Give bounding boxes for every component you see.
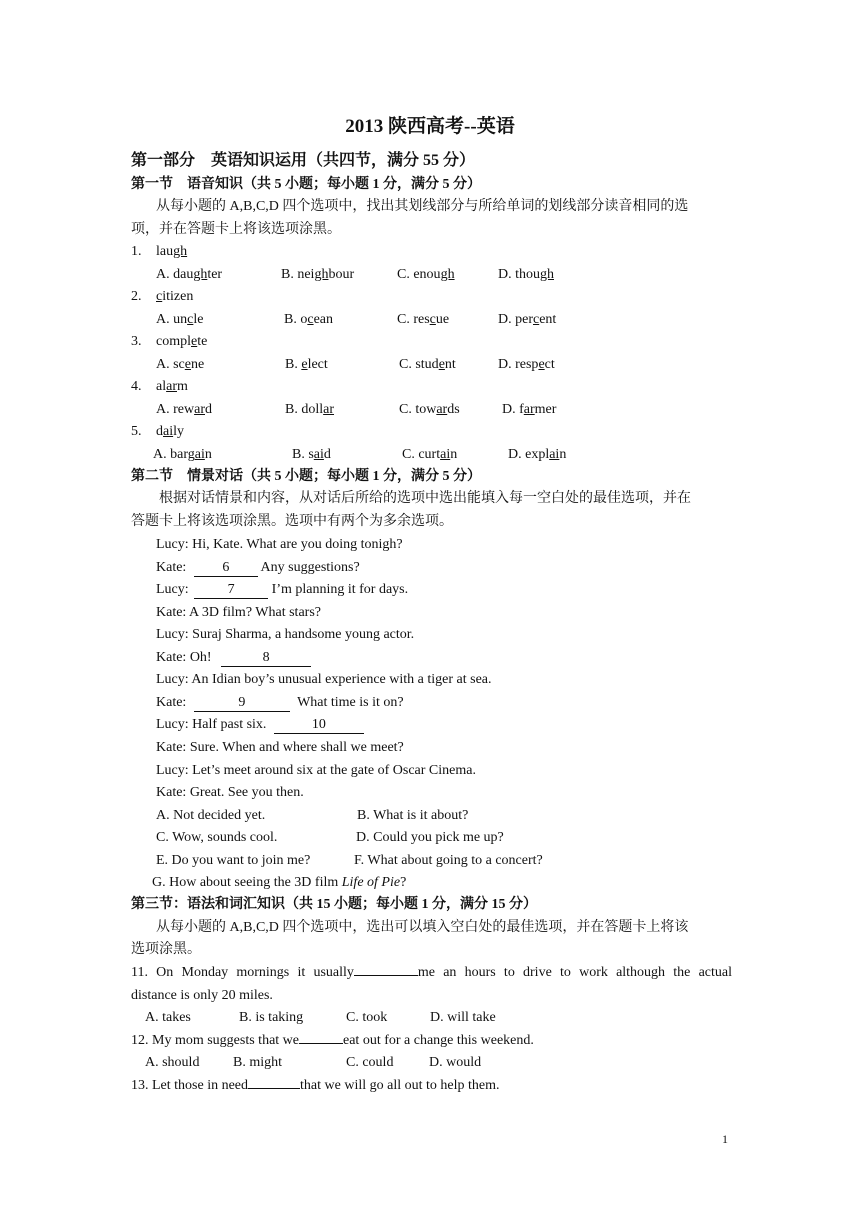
section3-heading: 第三节：语法和词汇知识（共 15 小题；每小题 1 分，满分 15 分） xyxy=(131,897,537,912)
dialogue-option-c: C. Wow, sounds cool. xyxy=(156,830,278,845)
q12-option-a: A. should xyxy=(145,1055,200,1070)
section2-instruction-line2: 答题卡上将该选项涂黑。选项中有两个为多余选项。 xyxy=(131,514,453,529)
section2-heading: 第二节 情景对话（共 5 小题；每小题 1 分，满分 5 分） xyxy=(131,469,481,484)
blank-6: 6 xyxy=(194,560,258,577)
q2-option-d: D. percent xyxy=(498,312,557,327)
dialogue-option-e: E. Do you want to join me? xyxy=(156,853,311,868)
blank-11 xyxy=(354,975,418,976)
page-number: 1 xyxy=(722,1132,728,1146)
q11-option-b: B. is taking xyxy=(239,1010,304,1025)
q4-option-b: B. dollar xyxy=(285,402,335,417)
q5-option-b: B. said xyxy=(292,447,331,462)
question-2-num: 2. xyxy=(131,289,142,304)
section3-instruction-line1: 从每小题的 A,B,C,D 四个选项中，选出可以填入空白处的最佳选项，并在答题卡上将该 xyxy=(156,920,689,935)
question-5-word: daily xyxy=(156,424,184,439)
q4-option-a: A. reward xyxy=(156,402,212,417)
q11-option-c: C. took xyxy=(346,1010,388,1025)
q12-option-b: B. might xyxy=(233,1055,283,1070)
blank-12 xyxy=(299,1043,343,1044)
dialogue-option-b: B. What is it about? xyxy=(357,808,469,823)
q1-option-d: D. though xyxy=(498,267,554,282)
question-1-word: laugh xyxy=(156,244,188,259)
dialogue-line-6: Kate: Oh! 8 xyxy=(156,649,311,667)
question-1-num: 1. xyxy=(131,244,142,259)
dialogue-line-5: Lucy: Suraj Sharma, a handsome young actor. xyxy=(156,627,415,642)
question-4-word: alarm xyxy=(156,379,188,394)
dialogue-line-8: Kate: 9 What time is it on? xyxy=(156,695,404,710)
q11-option-d: D. will take xyxy=(430,1010,496,1025)
blank-7: 7 xyxy=(194,582,268,599)
blank-9: 9 xyxy=(194,695,290,712)
question-12: 12. My mom suggests that we eat out for a change this weekend. xyxy=(131,1033,534,1048)
question-3-num: 3. xyxy=(131,334,142,349)
blank-10: 10 xyxy=(274,717,364,734)
section2-instruction-line1: 根据对话情景和内容，从对话后所给的选项中选出能填入每一空白处的最佳选项，并在 xyxy=(159,491,691,506)
q5-option-a: A. bargain xyxy=(153,447,212,462)
q12-option-d: D. would xyxy=(429,1055,482,1070)
q3-option-c: C. student xyxy=(399,357,456,372)
dialogue-line-9: Lucy: Half past six. 10 xyxy=(156,716,364,734)
q11-option-a: A. takes xyxy=(145,1010,191,1025)
question-11-line1: 11. On Monday mornings it usually me an hours to drive to work although the actual xyxy=(131,965,732,980)
question-4-num: 4. xyxy=(131,379,142,394)
dialogue-option-f: F. What about going to a concert? xyxy=(354,853,543,868)
q5-option-c: C. curtain xyxy=(402,447,458,462)
q2-option-a: A. uncle xyxy=(156,312,204,327)
dialogue-option-a: A. Not decided yet. xyxy=(156,808,266,823)
blank-13 xyxy=(248,1088,300,1089)
question-13: 13. Let those in need that we will go all out to help them. xyxy=(131,1078,500,1093)
q1-option-c: C. enough xyxy=(397,267,455,282)
dialogue-option-g: G. How about seeing the 3D film Life of Pie? xyxy=(152,875,407,890)
q1-option-b: B. neighbour xyxy=(281,267,355,282)
blank-8: 8 xyxy=(221,650,311,667)
dialogue-line-3: Lucy: 7 I’m planning it for days. xyxy=(156,582,409,597)
q3-option-d: D. respect xyxy=(498,357,555,372)
q3-option-a: A. scene xyxy=(156,357,205,372)
question-2-word: citizen xyxy=(156,289,194,304)
section1-heading: 第一节 语音知识（共 5 小题；每小题 1 分，满分 5 分） xyxy=(131,177,481,192)
dialogue-line-2: Kate: 6 Any suggestions? xyxy=(156,560,360,575)
q2-option-c: C. rescue xyxy=(397,312,450,327)
question-11-line2: distance is only 20 miles. xyxy=(131,988,273,1003)
dialogue-line-10: Kate: Sure. When and where shall we meet? xyxy=(156,740,404,755)
dialogue-line-1: Lucy: Hi, Kate. What are you doing tonigh? xyxy=(156,537,403,552)
dialogue-line-12: Kate: Great. See you then. xyxy=(156,785,304,800)
dialogue-line-7: Lucy: An Idian boy’s unusual experience with a tiger at sea. xyxy=(156,672,492,687)
question-3-word: complete xyxy=(156,334,208,349)
q4-option-d: D. farmer xyxy=(502,402,557,417)
document-title: 2013 陕西高考--英语 xyxy=(345,116,515,137)
q4-option-c: C. towards xyxy=(399,402,460,417)
q5-option-d: D. explain xyxy=(508,447,567,462)
q3-option-b: B. elect xyxy=(285,357,328,372)
part1-heading: 第一部分 英语知识运用（共四节，满分 55 分） xyxy=(131,152,476,169)
section3-instruction-line2: 选项涂黑。 xyxy=(131,942,201,957)
section1-instruction-line2: 项，并在答题卡上将该选项涂黑。 xyxy=(131,222,341,237)
dialogue-option-d: D. Could you pick me up? xyxy=(356,830,504,845)
section1-instruction-line1: 从每小题的 A,B,C,D 四个选项中，找出其划线部分与所给单词的划线部分读音相同的选 xyxy=(156,199,689,214)
q1-option-a: A. daughter xyxy=(156,267,223,282)
q12-option-c: C. could xyxy=(346,1055,394,1070)
question-5-num: 5. xyxy=(131,424,142,439)
dialogue-line-11: Lucy: Let’s meet around six at the gate of Oscar Cinema. xyxy=(156,763,476,778)
q2-option-b: B. ocean xyxy=(284,312,333,327)
dialogue-line-4: Kate: A 3D film? What stars? xyxy=(156,605,321,620)
